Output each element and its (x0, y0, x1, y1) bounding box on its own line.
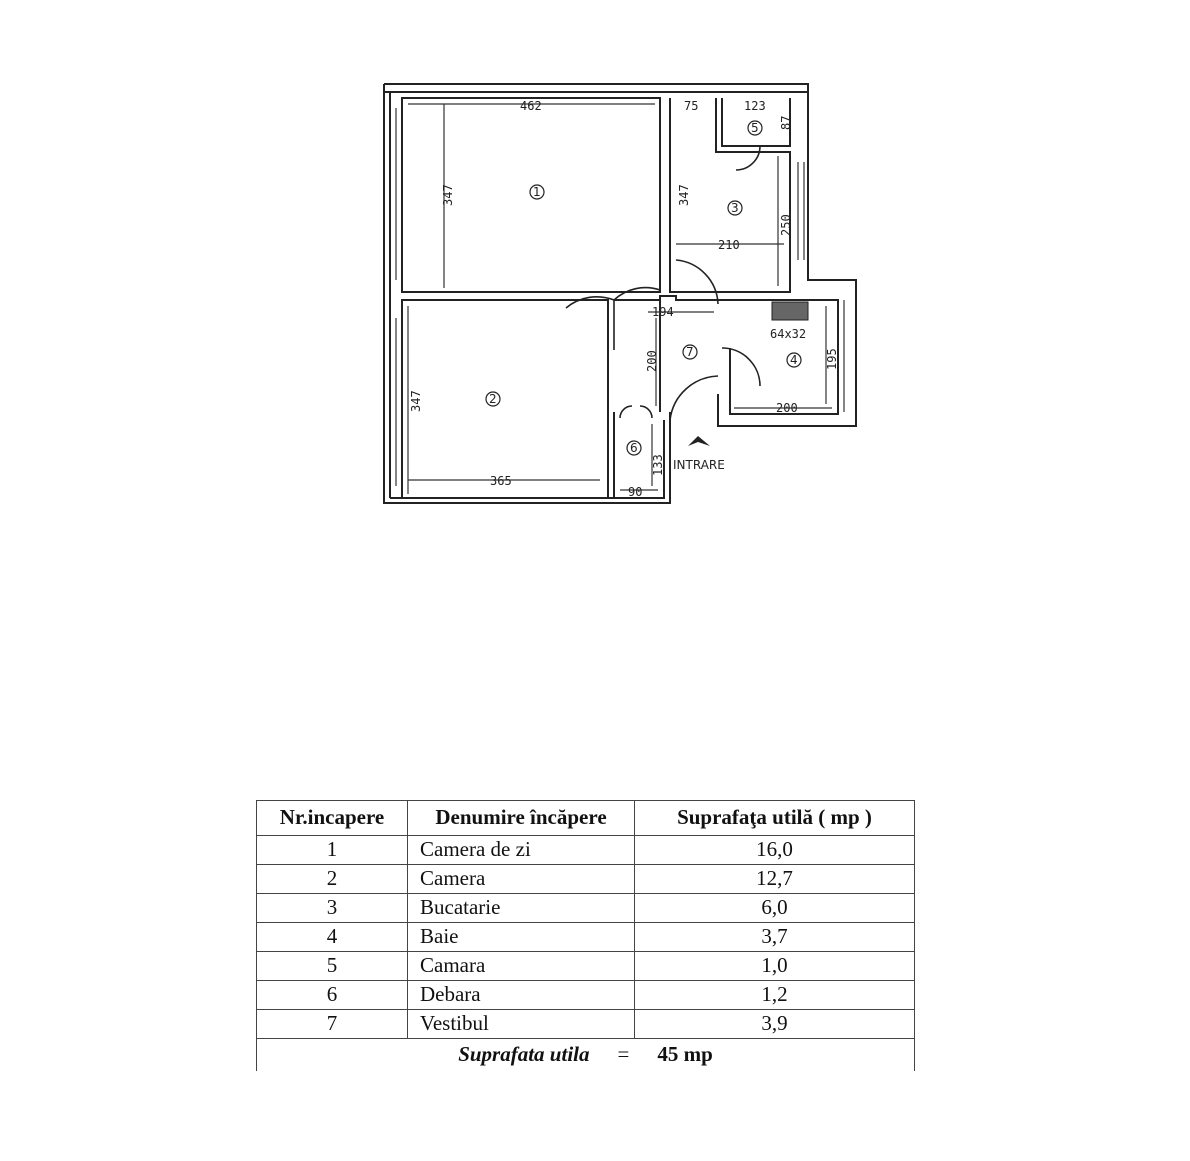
dim-r1-height: 347 (441, 184, 455, 206)
dim-r7-width: 194 (652, 305, 674, 319)
room-area-table (256, 800, 915, 1071)
cell-area: 1,0 (635, 952, 915, 981)
room-number-3: 3 (731, 201, 739, 215)
dim-r3-height: 347 (677, 184, 691, 206)
dim-r6-height: 133 (651, 454, 665, 476)
table-row (257, 865, 915, 894)
cell-name: Vestibul (408, 1010, 635, 1039)
dim-r6-width: 90 (628, 485, 643, 499)
cell-area: 1,2 (635, 981, 915, 1010)
cell-area: 3,7 (635, 923, 915, 952)
table-row (257, 981, 915, 1010)
col-header-area: Suprafaţa utilă ( mp ) (635, 801, 915, 836)
table-row (257, 923, 915, 952)
room-number-5: 5 (751, 121, 759, 135)
room-number-7: 7 (686, 345, 694, 359)
table-row (257, 836, 915, 865)
table-row (257, 894, 915, 923)
cell-name: Bucatarie (408, 894, 635, 923)
cell-area: 12,7 (635, 865, 915, 894)
entrance-label: INTRARE (673, 458, 725, 472)
cell-nr: 2 (257, 865, 408, 894)
dim-r5-width: 123 (744, 99, 766, 113)
floor-plan (0, 0, 1190, 560)
dim-r1-width: 462 (520, 99, 542, 113)
total-equals: = (617, 1041, 630, 1066)
table-row (257, 952, 915, 981)
cell-name: Camera de zi (408, 836, 635, 865)
dim-r4-width: 200 (776, 401, 798, 415)
total-label: Suprafata utila (458, 1041, 590, 1066)
cell-nr: 5 (257, 952, 408, 981)
dim-r4-height: 195 (825, 348, 839, 370)
room-6 (614, 406, 665, 499)
cell-nr: 6 (257, 981, 408, 1010)
cell-name: Baie (408, 923, 635, 952)
cell-area: 16,0 (635, 836, 915, 865)
dim-r3-width: 210 (718, 238, 740, 252)
dim-r3-side: 250 (779, 214, 793, 236)
room-5 (722, 98, 793, 170)
windows (396, 108, 844, 486)
cell-nr: 1 (257, 836, 408, 865)
dim-r4-fixture: 64x32 (770, 327, 807, 341)
total-value: 45 mp (657, 1041, 713, 1066)
dim-r5-height: 87 (779, 115, 793, 130)
room-1 (402, 98, 660, 292)
cell-name: Camara (408, 952, 635, 981)
dim-r2-width: 365 (490, 474, 512, 488)
table-total-row (257, 1039, 915, 1072)
cell-nr: 3 (257, 894, 408, 923)
room-2 (402, 300, 608, 498)
entrance-arrow-icon (688, 436, 710, 446)
cell-area: 6,0 (635, 894, 915, 923)
cell-name: Debara (408, 981, 635, 1010)
table-row (257, 1010, 915, 1039)
table-header-row (257, 801, 915, 836)
room-number-6: 6 (630, 441, 638, 455)
room-4 (722, 300, 839, 415)
room-number-2: 2 (489, 392, 497, 406)
room-number-1: 1 (533, 185, 541, 199)
col-header-name: Denumire încăpere (408, 801, 635, 836)
cell-nr: 7 (257, 1010, 408, 1039)
cell-area: 3,9 (635, 1010, 915, 1039)
cell-name: Camera (408, 865, 635, 894)
cell-nr: 4 (257, 923, 408, 952)
dim-r3-top: 75 (684, 99, 699, 113)
total-cell (257, 1039, 915, 1072)
dim-r2-height: 347 (409, 390, 423, 412)
room-number-4: 4 (790, 353, 798, 367)
col-header-nr: Nr.incapere (257, 801, 408, 836)
dim-r7-height: 200 (645, 350, 659, 372)
entrance-marker (673, 436, 725, 472)
